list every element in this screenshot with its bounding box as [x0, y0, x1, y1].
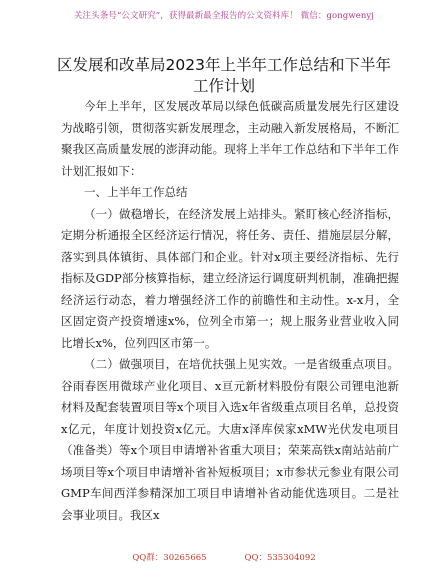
- document-body: [61, 96, 399, 526]
- body-paragraph: （二）做强项目，在培优扶强上见实效。一是省级重点项目。谷雨春医用微球产业化项目、x亘元新材料股份有限公司锂电池新材料及配套装置项目等x个项目入选x年省级重点项目名单，总投资x亿元，年度计划投资x亿元。大唐x泽库侯家xMW光伏发电项目（准备类）等x个项目申请增补省重大项目；荣莱高铁x南站站前广场项目等x个项目申请增补省补短板项目；x市参状元参业有限公司GMP车间西洋参精深加工项目申请增补省动能优选项目。二是社会事业项目。我区x: [61, 357, 399, 522]
- body-paragraph: （一）做稳增长，在经济发展上站排头。紧盯核心经济指标，定期分析通报全区经济运行情况，将任务、责任、措施层层分解，落实到具体镇街、具体部门和企业。针对x项主要经济指标、先行指标及GDP部分核算指标，建立经济运行调度研判机制，准确把握经济运行动态，着力增强经济工作的前瞻性和主动性。x-x月，全区固定资产投资增速x%，位列全市第一；规上服务业营业收入同比增长x%，位列四区市第一。: [61, 206, 399, 350]
- section-heading: 一、上半年工作总结: [84, 185, 188, 199]
- intro-paragraph: 今年上半年，区发展改革局以绿色低碳高质量发展先行区建设为战略引领，贯彻落实新发展理念，主动融入新发展格局，不断汇聚我区高质量发展的澎湃动能。现将上半年工作总结和下半年工作计划汇报如下：: [61, 99, 399, 178]
- footer-contacts: [0, 553, 448, 564]
- footer-qq: QQ：535304092: [244, 553, 316, 563]
- header-promo-note: 关注头条号“公文研究”，获得最新最全报告的公文资料库！ 微信：gongwenyj: [73, 11, 375, 21]
- document-title: 区发展和改革局2023年上半年工作总结和下半年工作计划: [57, 56, 391, 95]
- footer-qq-group: QQ群：30265665: [132, 553, 207, 563]
